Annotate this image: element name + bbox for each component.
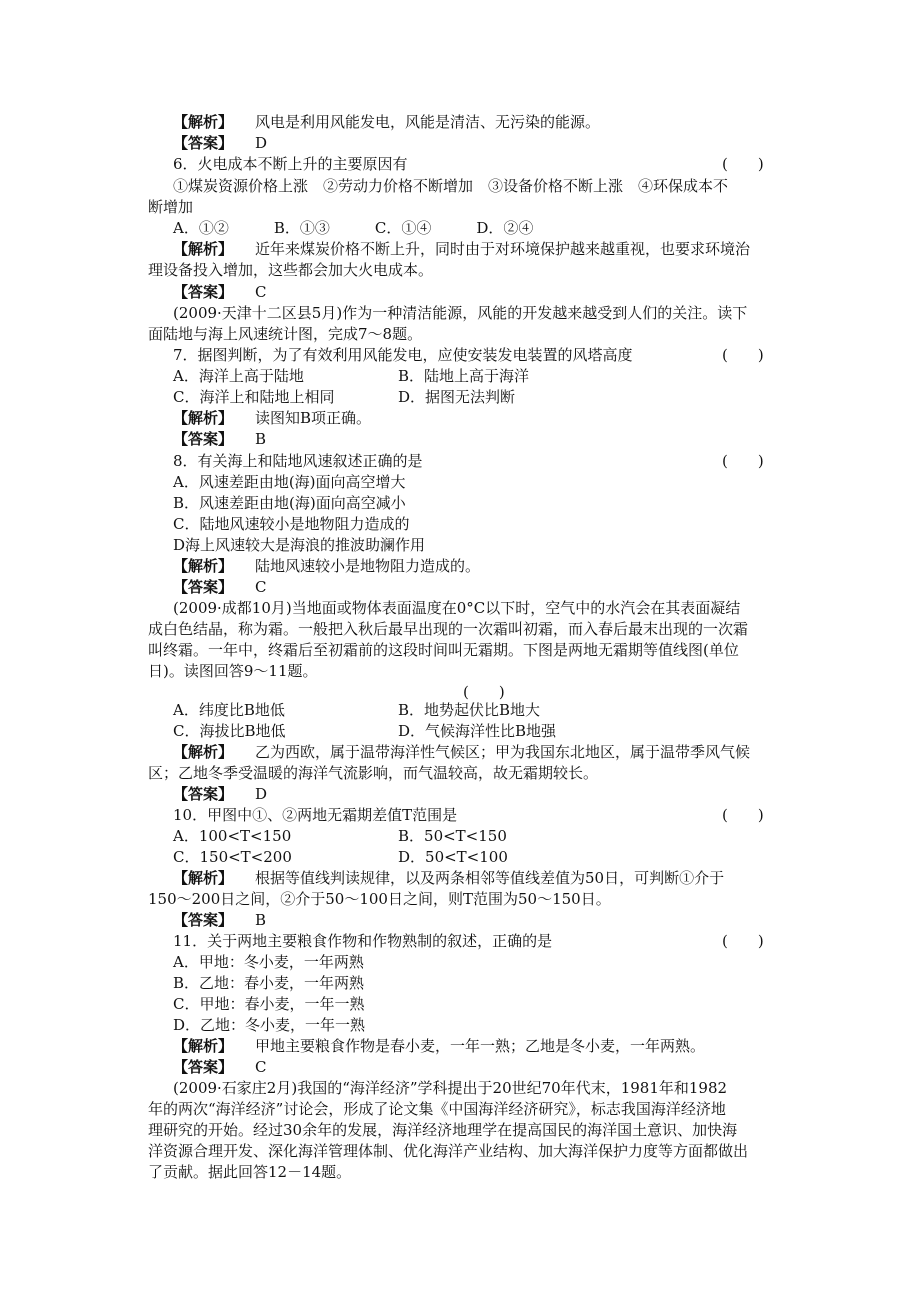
answer-text: B <box>255 430 267 448</box>
answer-text: C <box>255 578 267 596</box>
answer-label: 【答案】 <box>173 283 234 301</box>
intro-paragraph-cont: 年的两次“海洋经济”讨论会，形成了论文集《中国海洋经济研究》，标志我国海洋经济地 <box>148 1100 726 1118</box>
intro-paragraph-cont: 面陆地与海上风速统计图，完成7～8题。 <box>148 325 423 343</box>
option-a: A．纬度比B地低 <box>173 701 285 719</box>
option-b: B．风速差距由地(海)面向高空减小 <box>173 494 406 512</box>
option-b: B．地势起伏比B地大 <box>398 701 541 719</box>
analysis-text: 甲地主要粮食作物是春小麦，一年一熟；乙地是冬小麦，一年两熟。 <box>255 1037 706 1055</box>
analysis-label: 【解析】 <box>173 743 234 761</box>
answer-bracket: ( ) <box>722 806 764 824</box>
analysis-label: 【解析】 <box>173 869 234 887</box>
question-6-items-cont: 断增加 <box>148 198 194 216</box>
answer-row <box>173 1057 267 1077</box>
analysis-row <box>173 239 750 259</box>
analysis-text: 根据等值线判读规律，以及两条相邻等值线差值为50日，可判断①介于 <box>255 869 725 887</box>
question-6-choices: A．①② B．①③ C．①④ D．②④ <box>173 219 534 237</box>
answer-label: 【答案】 <box>173 785 234 803</box>
analysis-text: 陆地风速较小是地物阻力造成的。 <box>255 557 481 575</box>
analysis-text: 近年来煤炭价格不断上升，同时由于对环境保护越来越重视，也要求环境治 <box>255 240 751 258</box>
option-a: A．甲地：冬小麦，一年两熟 <box>173 953 364 971</box>
option-c: C．150<T<200 <box>173 848 292 866</box>
analysis-text: 读图知B项正确。 <box>255 409 372 427</box>
option-d: D．乙地：冬小麦，一年一熟 <box>173 1016 366 1034</box>
answer-row <box>173 910 266 930</box>
answer-row <box>173 784 267 804</box>
intro-paragraph-cont: 理研究的开始。经过30余年的发展，海洋经济地理学在提高国民的海洋国土意识、加快海 <box>148 1121 738 1139</box>
answer-row <box>173 133 267 153</box>
question-10-stem: 10．甲图中①、②两地无霜期差值T范围是 <box>173 806 458 824</box>
answer-text: D <box>255 134 268 152</box>
analysis-text: 风电是利用风能发电，风能是清洁、无污染的能源。 <box>255 113 601 131</box>
option-b: B．陆地上高于海洋 <box>398 367 530 385</box>
option-c: C．海拔比B地低 <box>173 722 286 740</box>
intro-paragraph: (2009·石家庄2月)我国的“海洋经济”学科提出于20世纪70年代末，1981年和1982 <box>173 1079 728 1097</box>
answer-text: C <box>255 1058 267 1076</box>
answer-bracket: ( ) <box>722 155 764 173</box>
analysis-row <box>173 408 371 428</box>
answer-text: C <box>255 283 267 301</box>
analysis-row <box>173 742 750 762</box>
intro-paragraph-cont: 成白色结晶，称为霜。一般把入秋后最早出现的一次霜叫初霜，而入春后最末出现的一次霜 <box>148 620 749 638</box>
answer-text: D <box>255 785 268 803</box>
answer-row <box>173 577 267 597</box>
question-6-items: ①煤炭资源价格上涨 ②劳动力价格不断增加 ③设备价格不断上涨 ④环保成本不 <box>173 177 729 195</box>
answer-row <box>173 429 266 449</box>
answer-bracket: ( ) <box>722 346 764 364</box>
option-d: D．气候海洋性比B地强 <box>398 722 557 740</box>
analysis-row <box>173 556 480 576</box>
answer-label: 【答案】 <box>173 134 234 152</box>
intro-paragraph-cont: 了贡献。据此回答12－14题。 <box>148 1163 352 1181</box>
question-11-stem: 11．关于两地主要粮食作物和作物熟制的叙述，正确的是 <box>173 932 553 950</box>
option-c: C．海洋上和陆地上相同 <box>173 388 335 406</box>
answer-label: 【答案】 <box>173 1058 234 1076</box>
option-b: B．50<T<150 <box>398 827 507 845</box>
option-a: A．100<T<150 <box>173 827 292 845</box>
option-b: B．乙地：春小麦，一年两熟 <box>173 974 365 992</box>
analysis-label: 【解析】 <box>173 557 234 575</box>
intro-paragraph: (2009·天津十二区县5月)作为一种清洁能源，风能的开发越来越受到人们的关注。读下 <box>173 304 748 322</box>
option-a: A．风速差距由地(海)面向高空增大 <box>173 473 406 491</box>
analysis-label: 【解析】 <box>173 113 234 131</box>
answer-bracket: ( ) <box>722 452 764 470</box>
option-d: D．据图无法判断 <box>398 388 516 406</box>
question-7-stem: 7．据图判断，为了有效利用风能发电，应使安装发电装置的风塔高度 <box>173 346 633 364</box>
intro-paragraph-cont: 日)。读图回答9～11题。 <box>148 662 318 680</box>
answer-bracket: ( ) <box>463 683 505 701</box>
intro-paragraph-cont: 洋资源合理开发、深化海洋管理体制、优化海洋产业结构、加大海洋保护力度等方面都做出 <box>148 1142 749 1160</box>
analysis-text-cont: 理设备投入增加，这些都会加大火电成本。 <box>148 261 434 279</box>
intro-paragraph: (2009·成都10月)当地面或物体表面温度在0°C以下时，空气中的水汽会在其表面凝结 <box>173 599 741 617</box>
question-8-stem: 8．有关海上和陆地风速叙述正确的是 <box>173 452 423 470</box>
analysis-label: 【解析】 <box>173 1037 234 1055</box>
analysis-row <box>173 1036 705 1056</box>
question-6-stem: 6．火电成本不断上升的主要原因有 <box>173 155 408 173</box>
answer-text: B <box>255 911 267 929</box>
analysis-row <box>173 112 600 132</box>
answer-label: 【答案】 <box>173 911 234 929</box>
option-c: C．甲地：春小麦，一年一熟 <box>173 995 365 1013</box>
answer-row <box>173 282 267 302</box>
option-a: A．海洋上高于陆地 <box>173 367 304 385</box>
option-d: D海上风速较大是海浪的推波助澜作用 <box>173 536 426 554</box>
analysis-label: 【解析】 <box>173 409 234 427</box>
analysis-row <box>173 868 724 888</box>
answer-label: 【答案】 <box>173 578 234 596</box>
answer-bracket: ( ) <box>722 932 764 950</box>
analysis-label: 【解析】 <box>173 240 234 258</box>
answer-label: 【答案】 <box>173 430 234 448</box>
intro-paragraph-cont: 叫终霜。一年中，终霜后至初霜前的这段时间叫无霜期。下图是两地无霜期等值线图(单位 <box>148 641 739 659</box>
analysis-text: 乙为西欧，属于温带海洋性气候区；甲为我国东北地区，属于温带季风气候 <box>255 743 751 761</box>
analysis-text-cont: 150～200日之间，②介于50～100日之间，则T范围为50～150日。 <box>148 890 611 908</box>
option-c: C．陆地风速较小是地物阻力造成的 <box>173 515 410 533</box>
option-d: D．50<T<100 <box>398 848 508 866</box>
analysis-text-cont: 区；乙地冬季受温暖的海洋气流影响，而气温较高，故无霜期较长。 <box>148 764 599 782</box>
